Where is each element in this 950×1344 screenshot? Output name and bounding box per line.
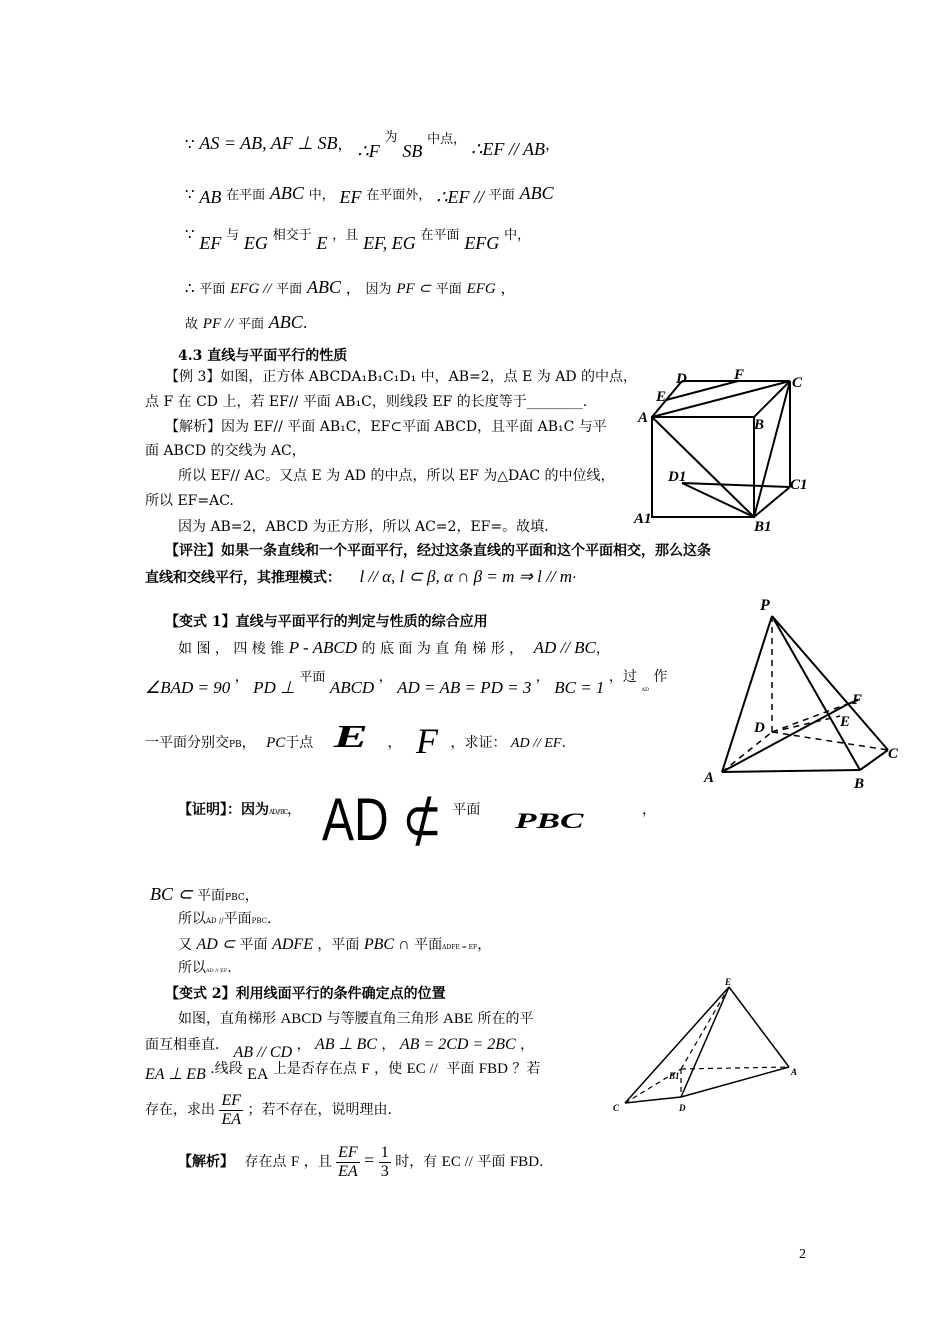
pyramid-label-c: C <box>888 746 899 762</box>
cube-label-c: C <box>792 375 803 391</box>
variant1-para2: ∠BAD = 90 ， PD ⊥ 平面 ABCD ， AD = AB = PD = 3 ， BC = 1 ，过 $_{AD}$ 作 <box>145 669 668 697</box>
variant1-para3: 一平面分别交PB， PC于点 E ， F ，求证： AD // EF. <box>145 718 566 761</box>
cube-label-a: A <box>638 410 649 426</box>
note-line2: 直线和交线平行，其推理模式： l // α, l ⊂ β, α ∩ β = m ⇒ l // m. <box>145 566 577 586</box>
pyramid-label-p: P <box>760 597 770 614</box>
prism-figure <box>605 975 815 1120</box>
variant1-para1: 如 图 ， 四 棱 锥 P - ABCD 的 底 面 为 直 角 梯 形 ， AD // BC， <box>178 638 610 657</box>
variant2-para4: 存在，求出 $\frac{EF}{EA}$ ；若不存在，说明理由. <box>145 1091 392 1128</box>
proof-line-3: ∵ EF 与 EG 相交于 E ，且 EF, EG 在平面 EFG 中， <box>185 225 531 253</box>
fraction-one-third: $\frac{1}{3}$ <box>380 1143 389 1180</box>
pyramid-label-a: A <box>704 770 715 786</box>
example3-line2: 点 F 在 CD 上，若 EF// 平面 AB₁C，则线段 EF 的长度等于________. <box>145 394 588 410</box>
proof-line-2: ∵ AB 在平面 ABC 中， EF 在平面外， ∴EF // 平面 ABC <box>185 183 554 207</box>
solution-line5: 因为 AB=2，ABCD 为正方形，所以 AC=2，EF=。故填. <box>178 519 549 535</box>
cube-figure <box>630 365 820 535</box>
section-title: 4.3 直线与平面平行的性质 <box>178 348 348 364</box>
proof-line-5: 故 PF // 平面 ABC. <box>185 312 308 332</box>
proof-line-4: ∴ 平面 EFG // 平面 ABC ， 因为 PF ⊂ 平面 EFG ， <box>185 277 516 297</box>
prism-label-c: C <box>613 1103 620 1113</box>
cube-label-d: D <box>676 371 687 387</box>
pyramid-label-b: B <box>854 776 865 792</box>
variant2-title: 【变式 2】利用线面平行的条件确定点的位置 <box>165 986 446 1002</box>
example3-line1: 【例 3】如图，正方体 ABCDA₁B₁C₁D₁ 中，AB=2，点 E 为 AD 的中点， <box>165 369 638 385</box>
also-line: 又 AD ⊂ 平面 ADFE ，平面 PBC ∩ 平面ADFE = EF， <box>178 936 492 953</box>
prism-label-d: D <box>679 1103 686 1113</box>
fraction-ef-ea-solution: $\frac{EF}{EA}$ <box>338 1143 358 1180</box>
solution-line1: 【解析】因为 EF// 平面 AB₁C，EF⊂平面 ABCD，且平面 AB₁C 与平 <box>165 419 607 435</box>
pyramid-label-e: E <box>840 714 851 730</box>
cube-label-b: B <box>754 417 765 433</box>
cube-label-b1: B1 <box>754 519 772 535</box>
cube-label-e: E <box>656 389 667 405</box>
solution-line3: 所以 EF// AC。又点 E 为 AD 的中点，所以 EF 为△DAC 的中位线， <box>178 468 615 484</box>
variant2-para3: EA ⊥ EB .线段 EA 上是否存在点 F ，使 EC // 平面 FBD ？若 <box>145 1061 541 1083</box>
prism-label-b1: B1 <box>669 1071 680 1081</box>
fraction-ef-ea: $\frac{EF}{EA}$ <box>221 1091 241 1128</box>
prism-label-e: E <box>725 977 732 987</box>
cube-label-c1: C1 <box>790 477 808 493</box>
pyramid-figure <box>700 592 910 797</box>
so-parallel-line: 所以AD // EF. <box>178 960 232 976</box>
note-line1: 【评注】如果一条直线和一个平面平行，经过这条直线的平面和这个平面相交，那么这条 <box>165 543 711 559</box>
solution-line4: 所以 EF=AC. <box>145 493 234 509</box>
page-number: 2 <box>799 1247 806 1262</box>
variant2-para1: 如图，直角梯形 ABCD 与等腰直角三角形 ABE 所在的平 <box>178 1011 534 1027</box>
prism-label-a: A <box>791 1067 798 1077</box>
proof-line-1: ∵ AS = AB, AF ⊥ SB， ∴F 为 SB 中点， ∴EF // AB， <box>185 130 561 161</box>
cube-label-f: F <box>734 367 745 383</box>
variant2-solution: 【解析】 存在点 F ，且 $\frac{EF}{EA}$ = $\frac{1}{3}$ 时，有 EC // 平面 FBD. <box>178 1143 544 1180</box>
proof-statement: 【证明】：因为$^{AD // BC}$， AD ⊄ 平面 PBC ， <box>178 786 657 853</box>
bc-in-plane: BC ⊂ 平面PBC， <box>150 884 259 904</box>
cube-label-d1: D1 <box>668 469 687 485</box>
pyramid-label-d: D <box>754 720 765 736</box>
variant2-para2: 面互相垂直． AB // CD ， AB ⊥ BC ， AB = 2CD = 2BC ， <box>145 1036 535 1061</box>
pyramid-label-f: F <box>852 692 863 708</box>
variant1-title: 【变式 1】直线与平面平行的判定与性质的综合应用 <box>165 614 488 630</box>
so-parallel-plane: 所以AD //平面PBC. <box>178 911 272 927</box>
cube-label-a1: A1 <box>634 511 652 527</box>
solution-line2: 面 ABCD 的交线为 AC， <box>145 443 306 459</box>
